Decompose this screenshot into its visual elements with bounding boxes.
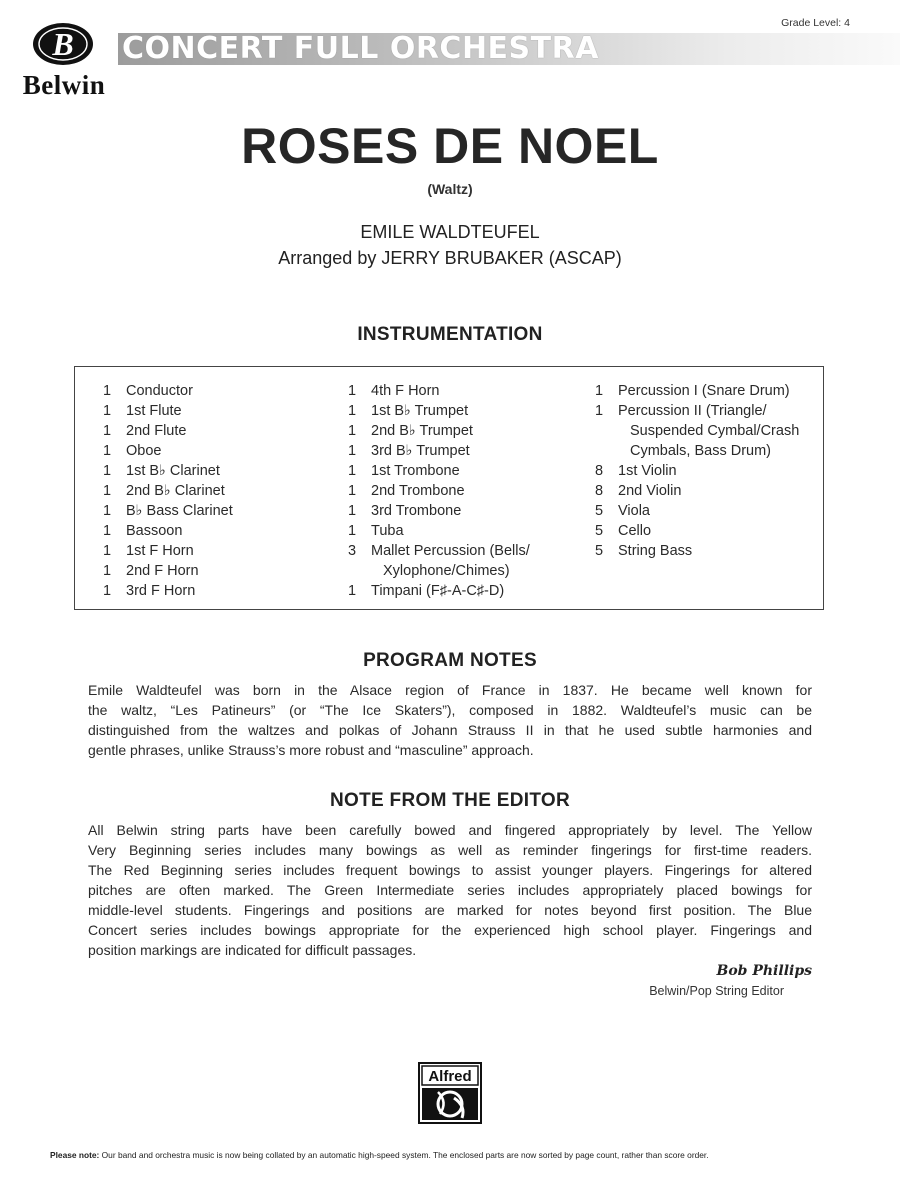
instrument-quantity: 5 (595, 543, 604, 559)
instrument-quantity: 1 (348, 443, 357, 459)
instrument-quantity: 1 (103, 503, 112, 519)
instrument-name (618, 541, 820, 561)
instrumentation-list (74, 366, 824, 610)
instrument-item (103, 501, 333, 521)
instrument-name (371, 521, 588, 541)
instrument-name (126, 541, 333, 561)
instrument-name-line: 2nd Flute (126, 423, 187, 439)
instrument-name (126, 521, 333, 541)
instrument-quantity: 5 (595, 523, 604, 539)
instrument-item (595, 381, 820, 401)
instrument-name-line: Viola (618, 503, 650, 519)
piece-title: ROSES DE NOEL (241, 118, 659, 174)
instrument-item (595, 541, 820, 561)
grade-level: Grade Level: 4 (781, 17, 850, 29)
instrumentation-column-1 (103, 381, 333, 601)
instrument-name-continuation: Xylophone/Chimes) (383, 563, 510, 579)
instrument-item (595, 501, 820, 521)
instrument-name-line: 1st Violin (618, 463, 677, 479)
instrument-name (126, 441, 333, 461)
instrument-name-line: Oboe (126, 443, 162, 459)
instrument-name (618, 521, 820, 541)
instrument-name-continuation: Suspended Cymbal/Crash (630, 423, 800, 439)
instrument-name (371, 421, 588, 441)
instrument-item (103, 441, 333, 461)
instrument-item (103, 401, 333, 421)
editor-title: Belwin/Pop String Editor (649, 984, 784, 998)
instrument-name (371, 581, 588, 601)
instrument-name (371, 401, 588, 421)
instrument-quantity: 8 (595, 463, 604, 479)
instrument-item (348, 541, 588, 581)
text-line: The Red Beginning series includes frequent bowings to assist younger players. Fingerings for altered (88, 862, 812, 878)
instrument-item (348, 521, 588, 541)
instrument-name-line: 2nd Violin (618, 483, 682, 499)
instrument-name-line: Timpani (F♯-A-C♯-D) (371, 583, 505, 599)
instrument-name-line: 1st Trombone (371, 463, 460, 479)
instrument-name (126, 461, 333, 481)
instrument-item (348, 401, 588, 421)
instrument-quantity: 1 (103, 543, 112, 559)
instrument-name-line: 4th F Horn (371, 383, 440, 399)
instrument-name-continuation: Cymbals, Bass Drum) (630, 443, 771, 459)
instrument-quantity: 1 (103, 443, 112, 459)
text-line: the waltz, “Les Patineurs” (or “The Ice Skaters”), composed in 1882. Waldteufel’s music can be (88, 702, 812, 718)
alfred-logo-icon (418, 1062, 482, 1124)
instrument-name-line: B♭ Bass Clarinet (126, 503, 233, 519)
instrument-item (103, 581, 333, 601)
instrument-name (618, 381, 820, 401)
instrument-name-line: 3rd F Horn (126, 583, 196, 599)
instrument-name-line: Percussion I (Snare Drum) (618, 383, 790, 399)
instrument-name-line: 1st B♭ Trumpet (371, 403, 469, 419)
instrument-quantity: 1 (348, 463, 357, 479)
instrument-quantity: 1 (348, 383, 357, 399)
instrument-item (348, 421, 588, 441)
instrument-item (103, 381, 333, 401)
instrument-item (595, 401, 820, 461)
instrument-quantity: 1 (595, 383, 604, 399)
text-line: pitches are often marked. The Green Intermediate series includes appropriately placed bowings for (88, 882, 812, 898)
instrument-name-line: 2nd B♭ Clarinet (126, 483, 225, 499)
instrumentation-column-2 (348, 381, 588, 601)
instrument-name (371, 481, 588, 501)
text-line: middle-level students. Fingerings and positions are marked for notes beyond first position. The Blue (88, 902, 812, 918)
instrument-quantity: 1 (348, 483, 357, 499)
arranger-credit: Arranged by JERRY BRUBAKER (ASCAP) (278, 248, 622, 268)
instrument-item (595, 481, 820, 501)
instrument-item (103, 421, 333, 441)
instrument-name (371, 501, 588, 521)
instrument-name (126, 421, 333, 441)
instrument-name (371, 381, 588, 401)
instrument-quantity: 1 (348, 503, 357, 519)
svg-text:B: B (52, 26, 74, 62)
instrument-quantity: 1 (348, 403, 357, 419)
belwin-logo (8, 22, 120, 100)
instrument-item (595, 461, 820, 481)
instrument-name-line: Tuba (371, 523, 404, 539)
instrument-quantity: 1 (103, 463, 112, 479)
instrument-name (618, 461, 820, 481)
text-line: gentle phrases, unlike Strauss’s more robust and “masculine” approach. (88, 742, 534, 758)
editor-note-heading: NOTE FROM THE EDITOR (330, 790, 570, 811)
instrument-item (103, 561, 333, 581)
program-notes-heading: PROGRAM NOTES (363, 650, 537, 671)
instrument-name (126, 501, 333, 521)
instrument-name (371, 461, 588, 481)
instrument-name-line: 1st B♭ Clarinet (126, 463, 220, 479)
publisher-name: Belwin (22, 70, 106, 100)
composer-name: EMILE WALDTEUFEL (360, 222, 540, 242)
text-line: position markings are indicated for difficult passages. (88, 942, 417, 958)
instrument-quantity: 1 (103, 383, 112, 399)
instrument-quantity: 1 (103, 563, 112, 579)
instrument-quantity: 1 (348, 583, 357, 599)
instrument-name-line: Mallet Percussion (Bells/ (371, 543, 530, 559)
instrument-quantity: 1 (103, 523, 112, 539)
instrument-item (595, 521, 820, 541)
editor-signature: Bob Phillips (716, 963, 812, 979)
instrument-name-line: Conductor (126, 383, 193, 399)
instrument-quantity: 3 (348, 543, 357, 559)
belwin-b-emblem-icon (32, 22, 94, 66)
instrument-name-line: Bassoon (126, 523, 183, 539)
instrument-quantity: 8 (595, 483, 604, 499)
instrumentation-heading: INSTRUMENTATION (357, 324, 543, 345)
instrument-item (348, 501, 588, 521)
instrument-name (126, 581, 333, 601)
instrument-name (126, 481, 333, 501)
instrument-item (103, 521, 333, 541)
piece-subtitle: (Waltz) (427, 181, 473, 197)
instrument-quantity: 1 (595, 403, 604, 419)
series-title: CONCERT FULL ORCHESTRA (122, 31, 599, 66)
instrument-name-line: 1st F Horn (126, 543, 194, 559)
instrument-quantity: 1 (103, 423, 112, 439)
instrument-item (348, 581, 588, 601)
instrument-quantity: 1 (103, 403, 112, 419)
text-line: Very Beginning series includes many bowings as well as reminder fingerings for first-time readers. (88, 842, 812, 858)
instrument-item (348, 461, 588, 481)
instrument-name (371, 441, 588, 461)
series-banner (118, 33, 900, 65)
instrument-name (618, 401, 820, 461)
program-notes-text (88, 680, 812, 760)
instrument-name-line: 1st Flute (126, 403, 182, 419)
text-line: All Belwin string parts have been carefully bowed and fingered appropriately by level. The Yellow (88, 822, 812, 838)
instrument-name (126, 381, 333, 401)
footer-note (50, 1150, 850, 1160)
instrument-item (348, 441, 588, 461)
instrument-name-line: 3rd Trombone (371, 503, 462, 519)
instrument-quantity: 5 (595, 503, 604, 519)
text-line: Emile Waldteufel was born in the Alsace region of France in 1837. He became well known for (88, 682, 812, 698)
editor-note-text (88, 820, 812, 960)
instrument-quantity: 1 (103, 583, 112, 599)
instrument-item (103, 461, 333, 481)
instrumentation-column-3 (595, 381, 820, 561)
instrument-name-line: 2nd F Horn (126, 563, 199, 579)
instrument-name-line: 2nd B♭ Trumpet (371, 423, 473, 439)
footer-label: Please note: (50, 1150, 100, 1160)
instrument-name (618, 501, 820, 521)
instrument-name-line: String Bass (618, 543, 693, 559)
instrument-name (126, 401, 333, 421)
instrument-quantity: 1 (103, 483, 112, 499)
instrument-name-line: Percussion II (Triangle/ (618, 403, 767, 419)
instrument-item (348, 381, 588, 401)
text-line: distinguished from the waltzes and polkas of Johann Strauss II in that he used subtle harmonies and (88, 722, 812, 738)
instrument-quantity: 1 (348, 423, 357, 439)
instrument-item (103, 541, 333, 561)
alfred-logo-text: Alfred (428, 1068, 472, 1085)
instrument-name (371, 541, 588, 581)
instrument-item (348, 481, 588, 501)
instrument-name (618, 481, 820, 501)
instrument-name-line: Cello (618, 523, 652, 539)
instrument-name-line: 2nd Trombone (371, 483, 465, 499)
instrument-quantity: 1 (348, 523, 357, 539)
footer-text: Our band and orchestra music is now being collated by an automatic high-speed system. The enclosed parts are now sorted by page count, rather than score order. (99, 1150, 709, 1160)
instrument-item (103, 481, 333, 501)
instrument-name-line: 3rd B♭ Trumpet (371, 443, 470, 459)
text-line: Concert series includes bowings appropriate for the experienced high school player. Fingerings and (88, 922, 812, 938)
instrument-name (126, 561, 333, 581)
